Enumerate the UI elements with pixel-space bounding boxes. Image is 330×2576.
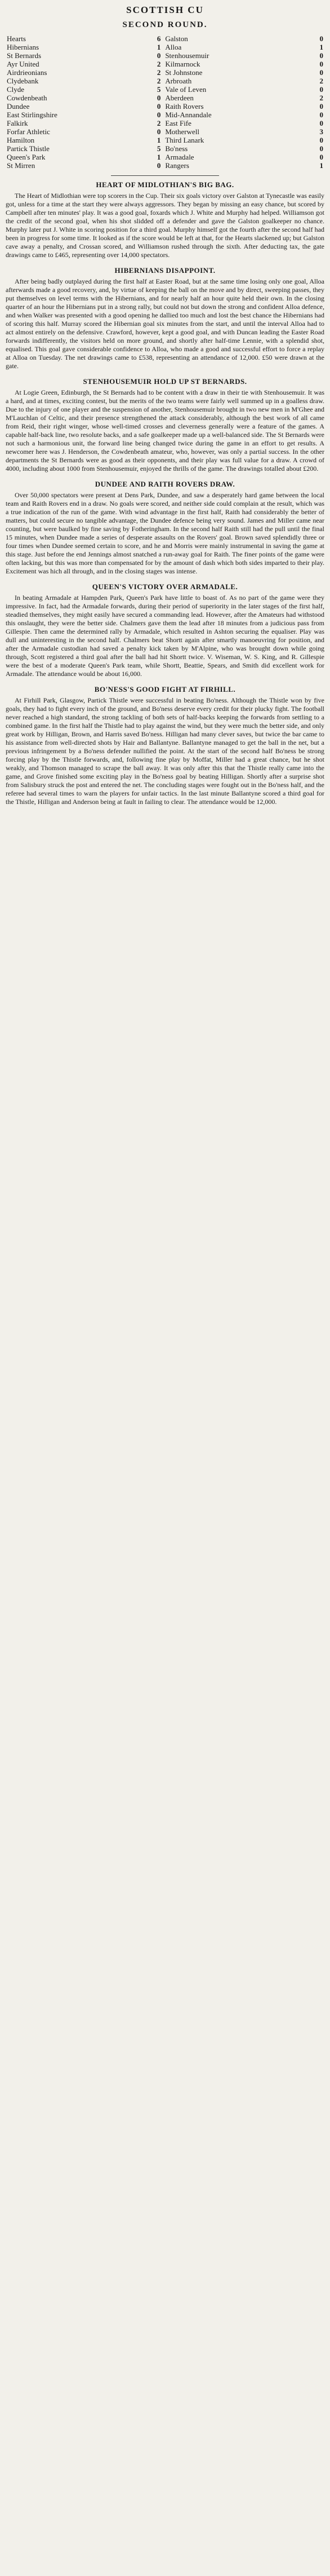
home-score: 0 [157, 51, 161, 60]
away-score: 2 [319, 94, 323, 102]
home-team: Ayr United [7, 60, 39, 68]
away-score: 0 [319, 102, 323, 111]
home-team: Hibernians [7, 43, 39, 51]
away-score: 0 [319, 144, 323, 153]
home-score: 5 [157, 144, 161, 153]
match-reports [6, 180, 324, 806]
home-score: 1 [157, 43, 161, 51]
report-body: After being badly outplayed during the first half at Easter Road, but at the same time losing only one goal, Alloa afterwards made a good recovery, and, by virtue of keeping the ball on the move and by direct, sweeping passes, they put themselves on level terms with the Hibernians, and for nearly half an hour quite held their own. In the closing quarter of an hour the Hibernians put in a strong rally, but could not but down the strong and confident Alloa defence, and when Walker was presented with a good opening he dallied too much and lost the best chance the Hibernians had of scoring this half. Murray scored the Hibernian goal six minutes from the start, and until the interval Alloa had to act almost entirely on the defensive. Crawford, however, kept a good goal, and with Duncan leading the Easter Road forwards indifferently, the visitors held on more ground, and shortly after half-time Lennie, with a splendid shot, equalised. This goal gave considerable confidence to Alloa, who made a good and successful effort to force a replay at Alloa on Tuesday. The net drawings came to £538, representing an attendance of 12,000. £50 were drawn at the gate. [6, 277, 324, 370]
home-team: St Bernards [7, 51, 42, 60]
result-row [6, 94, 324, 102]
away-score: 0 [319, 60, 323, 68]
report-body: Over 50,000 spectators were present at Dens Park, Dundee, and saw a desperately hard game between the local team and Raith Rovers end in a draw. No goals were scored, and neither side could complain at the result, which was a true indication of the run of the game. With wind advantage in the first half, Raith had considerably the better of matters, but could secure no tangible advantage, the Dundee defence being very sound. James and Miller came near counting, but were baulked by fine saving by Fotheringham. In the second half Raith still had the pull until the final 15 minutes, when Dundee made a series of desperate assaults on the Rovers' goal. Brown saved splendidly three or four times when Dundee seemed certain to score, and he and Morris were mainly instrumental in saving the game at this stage. Just before the end Jennings almost snatched a run-away goal for Raith. The finer points of the game were often lacking, but this was more than compensated for by the amount of dash which both sides imparted to their play. Excitement was hich all through, and in the closing stages was intense. [6, 491, 324, 575]
result-row [6, 136, 324, 144]
newspaper-page [0, 0, 330, 824]
result-row [6, 43, 324, 51]
away-team: Kilmarnock [165, 60, 200, 68]
away-team: Raith Rovers [165, 102, 204, 111]
away-score: 0 [319, 119, 323, 127]
result-row [6, 127, 324, 136]
home-score: 0 [157, 161, 161, 170]
home-score: 0 [157, 94, 161, 102]
report-body: At Firhill Park, Glasgow, Partick Thistle were successful in beating Bo'ness. Although the Thistle won by five goals, they had to fight every inch of the ground, and Bo'ness deserve every credit for their plucky fight. The football never reached a high standard, the strong tackling of both sets of half-backs keeping the forwards from settling to a combined game. In the first half the Thistle had to play against the wind, but they were much the better side, and only great work by Hilligan, Brown, and Harris saved Bo'ness. Hilligan had many clever saves, but twice the bar came to his assistance from well-directed shots by Hair and Ballantyne. Ballantyne managed to get the ball in the net, but a previous infringement by a Bo'ness defender nullified the point. At the start of the second half Bo'ness be strong forcing play by the Thistle forwards, and, following fine play by Moffat, Miller had a great chance, but he shot weakly, and Thomson managed to scrape the ball away. It was only after this that the Thistle really came into the game, and Grove finished some exciting play in the Bo'ness goal by beating Hilligan. Shortly after a surprise shot from Salisbury struck the post and entered the net. The concluding stages were fought out in the Bo'ness half, and the referee had several times to warn the players for unfair tactics. In the last minute Ballantyne scored a third goal for the Thistle, Hilligan and Anderson being at fault in failing to clear. The attendance would be 12,000. [6, 696, 324, 806]
result-row [6, 34, 324, 43]
results-body [6, 34, 324, 170]
away-team: Armadale [165, 153, 194, 161]
report-headline: BO'NESS'S GOOD FIGHT AT FIRHILL. [94, 685, 236, 693]
home-team: East Stirlingshire [7, 111, 57, 119]
report-headline: HEART OF MIDLOTHIAN'S BIG BAG. [96, 180, 234, 189]
away-score: 0 [319, 51, 323, 60]
report-headline: HIBERNIANS DISAPPOINT. [114, 266, 216, 275]
away-team: Motherwell [165, 127, 199, 136]
divider-rule [111, 175, 219, 176]
away-score: 2 [319, 77, 323, 85]
away-team: Galston [165, 34, 188, 43]
result-row [6, 68, 324, 77]
away-team: Third Lanark [165, 136, 204, 144]
away-team: Aberdeen [165, 94, 194, 102]
round-title: SECOND ROUND. [122, 20, 208, 29]
away-score: 0 [319, 34, 323, 43]
home-team: Partick Thistle [7, 144, 50, 153]
home-score: 0 [157, 102, 161, 111]
result-row [6, 51, 324, 60]
home-score: 2 [157, 68, 161, 77]
match-report [6, 377, 324, 473]
away-team: Alloa [165, 43, 182, 51]
away-team: Bo'ness [165, 144, 188, 153]
home-team: Clyde [7, 85, 25, 94]
home-score: 0 [157, 127, 161, 136]
result-row [6, 111, 324, 119]
match-report [6, 180, 324, 259]
section-masthead: SCOTTISH CU [126, 5, 204, 15]
match-report [6, 480, 324, 576]
home-score: 2 [157, 77, 161, 85]
away-score: 0 [319, 111, 323, 119]
result-row [6, 77, 324, 85]
home-team: Hearts [7, 34, 26, 43]
away-score: 0 [319, 85, 323, 94]
away-score: 0 [319, 136, 323, 144]
home-team: St Mirren [7, 161, 35, 170]
home-team: Hamilton [7, 136, 35, 144]
home-team: Falkirk [7, 119, 28, 127]
home-team: Clydebank [7, 77, 39, 85]
away-team: St Johnstone [165, 68, 203, 77]
away-score: 1 [319, 161, 323, 170]
home-team: Airdrieonians [7, 68, 47, 77]
report-body: In beating Armadale at Hampden Park, Queen's Park have little to boast of. As no part of the game were they impressive. In fact, had the Armadale forwards, during their period of superiority in the later stages of the first half, steadied themselves, they might easily have secured a commanding lead. However, after the Amateurs had withstood this onslaught, they were the better side. Chalmers gave them the lead after 18 minutes from a judicious pass from Gillespie. Then came the determined rally by Armadale, which resulted in Ashton securing the equaliser. Play was dull and uninteresting in the second half. Chalmers beat Shortt again after smartly manoeuvring for position, and after the Armadale custodian had saved a penalty kick taken by M'Alpine, who was brought down while going through, Scott registered a third goal after the ball had hit Shortt twice. V. Wiseman, W. S. King, and R. Gillespie were the best of a moderate Queen's Park team, while Shortt, Beattie, Spears, and Smith did excellent work for Armadale. The attendance would be about 16,000. [6, 594, 324, 678]
match-report [6, 685, 324, 806]
results-table [6, 34, 324, 170]
away-team: Rangers [165, 161, 189, 170]
result-row [6, 144, 324, 153]
home-score: 1 [157, 153, 161, 161]
home-score: 2 [157, 60, 161, 68]
result-row [6, 60, 324, 68]
away-team: Mid-Annandale [165, 111, 212, 119]
home-team: Forfar Athletic [7, 127, 50, 136]
report-body: The Heart of Midlothian were top scorers in the Cup. Their six goals victory over Galston at Tynecastle was easily got, unless for a time at the start they were always aggressors. They began by missing an easy chance, but scored by Campbell after ten minutes' play. It was a good goal, foxards which J. White and Murphy had helped. Williamson got the credit of the second goal, when his shot slidded off a defender and gave the Galston goalkeeper no chance. Murphy later put J. White in scoring position for a third goal. Murphy himself got the fourth after the second half had been in progress for some time. It looked as if the score would be left at that, for the Hearts slackened up; but Galston cave away a penalty, and Crossan scored, and Williamson rushed through the sixth. After deducting tax, the gate drawings came to £465, representing over 14,000 spectators. [6, 192, 324, 259]
home-score: 1 [157, 136, 161, 144]
home-score: 0 [157, 111, 161, 119]
home-score: 5 [157, 85, 161, 94]
result-row [6, 102, 324, 111]
match-report [6, 266, 324, 370]
home-team: Cowdenbeath [7, 94, 47, 102]
away-score: 0 [319, 153, 323, 161]
result-row [6, 161, 324, 170]
home-score: 2 [157, 119, 161, 127]
result-row [6, 153, 324, 161]
home-team: Dundee [7, 102, 30, 111]
away-team: Stenhousemuir [165, 51, 209, 60]
away-score: 1 [319, 43, 323, 51]
home-team: Queen's Park [7, 153, 46, 161]
away-team: Arbroath [165, 77, 192, 85]
report-headline: STENHOUSEMUIR HOLD UP ST BERNARDS. [83, 377, 247, 386]
result-row [6, 85, 324, 94]
away-score: 3 [319, 127, 323, 136]
match-report [6, 582, 324, 678]
away-score: 0 [319, 68, 323, 77]
home-score: 6 [157, 34, 161, 43]
away-team: East Fife [165, 119, 191, 127]
away-team: Vale of Leven [165, 85, 207, 94]
report-body: At Logie Green, Edinburgh, the St Bernards had to be content with a draw in their tie with Stenhousemuir. It was a hard, and at times, exciting contest, but the merits of the two teams were fairly well summed up in a goalless draw. Due to the injury of one player and the suspension of another, Stenhousemuir brought in two new men in M'Ghee and M'Lauchlan of Celtic, and their presence strengthened the attack considerably, although the best work of all came from Reid, their right winger, whose well-timed crosses and cleverness generally were a feature of the games. A capable half-back line, two resolute backs, and a safe goalkeeper made up a well-balanced side. The St Bernards were not such a harmonious unit, the forward line being changed twice during the game in an effort to get results. A newcomer here was J. Henderson, the Cowdenbeath amateur, who, however, was only a partial success. In the other departments the St Bernards were as good as their opponents, and their play was full value for a draw. A crowd of 4000, including about 1000 from Stenhousemuir, enjoyed the thrills of the game. The drawings totalled about £200. [6, 388, 324, 472]
report-headline: QUEEN'S VICTORY OVER ARMADALE. [92, 582, 238, 591]
result-row [6, 119, 324, 127]
report-headline: DUNDEE AND RAITH ROVERS DRAW. [95, 480, 235, 488]
